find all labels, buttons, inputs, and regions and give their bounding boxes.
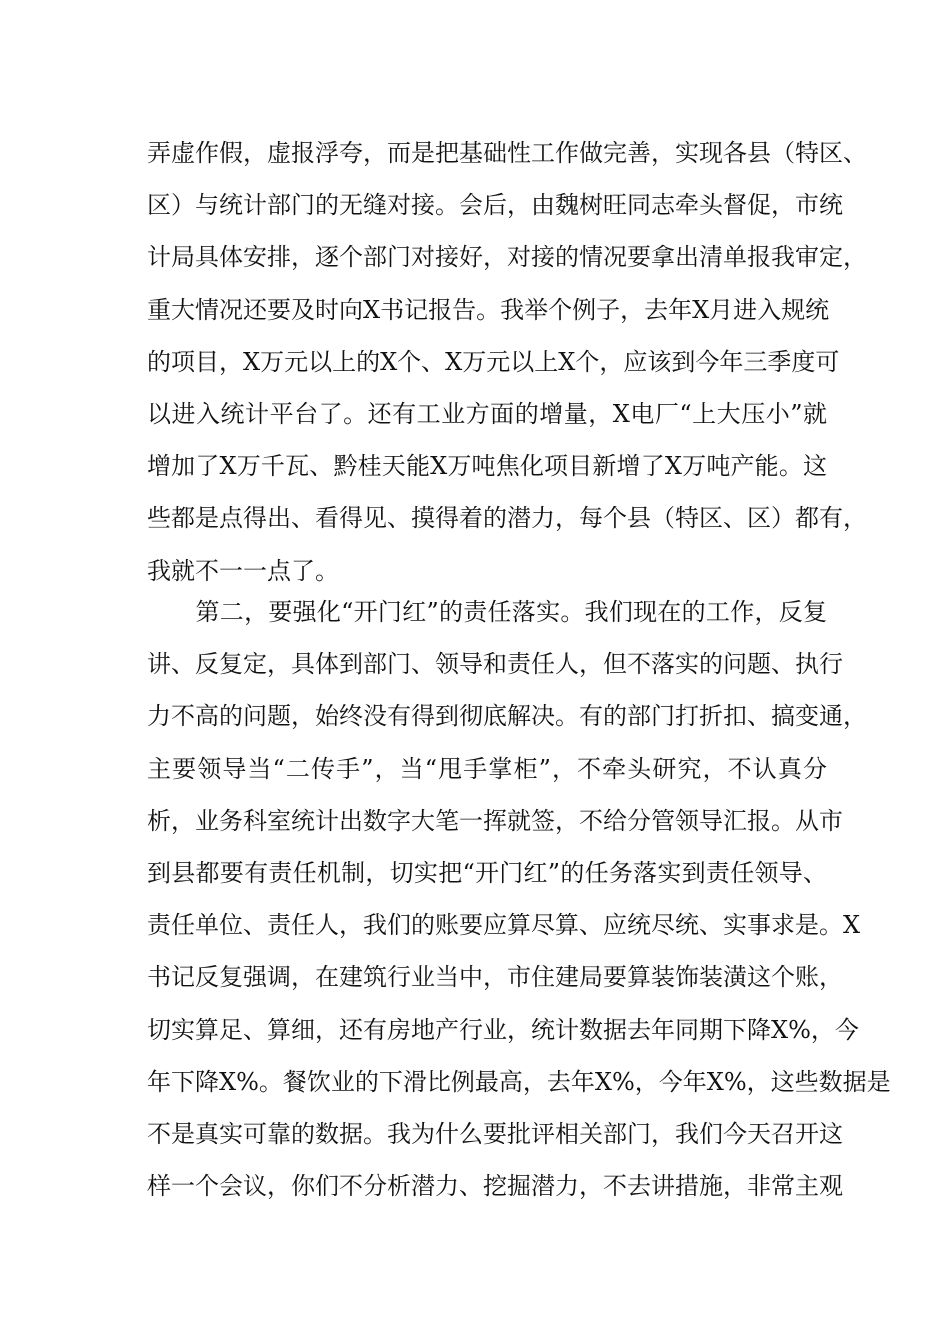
text-line: 到县都要有责任机制，切实把“开门红”的任务落实到责任领导、 xyxy=(147,858,827,887)
text-line: 不是真实可靠的数据。我为什么要批评相关部门，我们今天召开这 xyxy=(147,1119,843,1148)
text-line: 样一个会议，你们不分析潜力、挖掘潜力，不去讲措施，非常主观 xyxy=(147,1172,843,1201)
text-line: 些都是点得出、看得见、摸得着的潜力，每个县（特区、区）都有， xyxy=(147,504,867,533)
body-paragraph xyxy=(147,586,891,1212)
text-line: 力不高的问题，始终没有得到彻底解决。有的部门打折扣、搞变通， xyxy=(147,702,867,731)
text-line: 弄虚作假，虚报浮夸，而是把基础性工作做完善，实现各县（特区、 xyxy=(147,139,867,167)
text-line: 重大情况还要及时向X书记报告。我举个例子，去年X月进入规统 xyxy=(147,295,830,324)
text-line: 讲、反复定，具体到部门、领导和责任人，但不落实的问题、执行 xyxy=(147,650,843,679)
text-line: 计局具体安排，逐个部门对接好，对接的情况要拿出清单报我审定， xyxy=(147,243,867,272)
text-line: 书记反复强调，在建筑行业当中，市住建局要算装饰装潢这个账， xyxy=(147,963,843,992)
text-line: 主要领导当“二传手”，当“甩手掌柜”，不牵头研究，不认真分 xyxy=(147,754,827,783)
text-line: 第二，要强化“开门红”的责任落实。我们现在的工作，反复 xyxy=(147,598,827,626)
text-line: 区）与统计部门的无缝对接。会后，由魏树旺同志牵头督促，市统 xyxy=(147,191,843,220)
text-line: 我就不一一点了。 xyxy=(147,556,339,585)
text-line: 以进入统计平台了。还有工业方面的增量，X电厂“上大压小”就 xyxy=(147,399,827,428)
body-paragraph xyxy=(147,127,867,597)
text-line: 析，业务科室统计出数字大笔一挥就签，不给分管领导汇报。从市 xyxy=(147,806,843,835)
text-line: 切实算足、算细，还有房地产行业，统计数据去年同期下降X%，今 xyxy=(147,1015,859,1044)
text-line: 增加了X万千瓦、黔桂天能X万吨焦化项目新增了X万吨产能。这 xyxy=(147,452,827,481)
text-line: 年下降X%。餐饮业的下滑比例最高，去年X%，今年X%，这些数据是 xyxy=(147,1067,891,1096)
text-line: 的项目，X万元以上的X个、X万元以上X个，应该到今年三季度可 xyxy=(147,347,840,376)
text-line: 责任单位、责任人，我们的账要应算尽算、应统尽统、实事求是。X xyxy=(147,911,861,940)
